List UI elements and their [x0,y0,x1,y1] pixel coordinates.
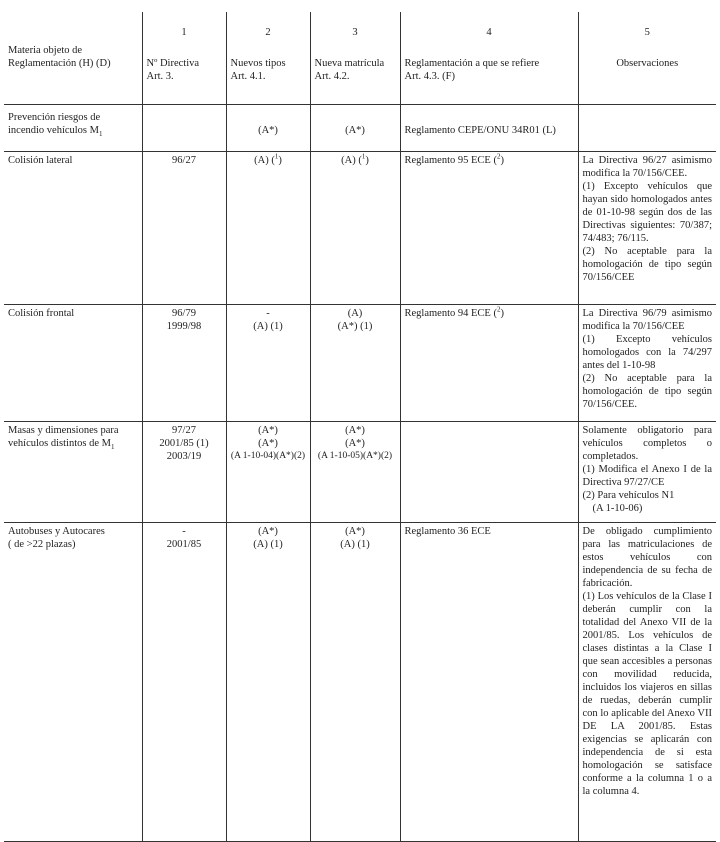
observaciones-cell: De obligado cumplimiento para las matriculaciones de estos vehículos con independencia de su fecha de fabricación. (1) Los vehículos de la Clase I deberán cumplir con la totalidad del Anexo VII de la 2001/85. Los vehículos de clases distintas a la Clase I que sean accesibles a personas con movilidad reducida, incluidos los viajeros en sillas de ruedas, deberán cumplir con lo aplicable del Anexo VII DE LA 2001/85. Estas exigencias se aplicarán con independencia de si esta homologación se satisface conforme a la columna 1 o a la columna 4. [578,523,716,842]
nuevos-tipos-cell: (A*) (A) (1) [226,523,310,842]
directiva-cell: 97/27 2001/85 (1) 2003/19 [142,422,226,523]
observaciones-cell: La Directiva 96/79 asimismo modifica la 70/156/CEE (1) Excepto vehículos homologados con la 74/297 antes del 1-10-98 (2) No aceptable para la homologación de tipo según 70/156/CEE. [578,305,716,422]
nueva-matricula-cell: (A*) (A) (1) [310,523,400,842]
materia-cell: Colisión lateral [4,152,142,305]
directiva-cell [142,105,226,152]
directiva-cell: - 2001/85 [142,523,226,842]
header-num: 4 [486,27,492,38]
reglamento-cell: Reglamento CEPE/ONU 34R01 (L) [400,105,578,152]
observaciones-cell [578,105,716,152]
header-label: Observaciones [616,58,679,69]
header-num: 5 [644,27,650,38]
nuevos-tipos-cell: (A*) [226,105,310,152]
nueva-matricula-cell: (A*) (A*) (A 1-10-05)(A*)(2) [310,422,400,523]
observaciones-cell: La Directiva 96/27 asimismo modifica la 70/156/CEE. (1) Excepto vehículos que hayan sido homologados antes de 01-10-98 según dos de las Directivas siguientes: 70/387; 74/483; 76/115. (2) No aceptable para la homologación de tipo según 70/156/CEE [578,152,716,305]
header-label: Art. 4.1. [230,71,266,82]
header-label: Nº Directiva [146,58,200,69]
materia-cell: Masas y dimensiones para vehículos distintos de $M_1$ [4,422,142,523]
header-nuevos-tipos [226,12,310,105]
observaciones-cell: Solamente obligatorio para vehículos completos o completados. (1) Modifica el Anexo I de la Directiva 97/27/CE (2) Para vehículos N1 (A 1-10-06) [578,422,716,523]
nueva-matricula-cell: (A) (A*) (1) [310,305,400,422]
reglamento-cell: Reglamento 36 ECE [400,523,578,842]
header-materia [4,12,142,105]
header-label: Nueva matrícula [314,58,385,69]
directiva-cell: 96/79 1999/98 [142,305,226,422]
header-label: Reglamentación a que se refiere [404,58,540,69]
nuevos-tipos-cell: (A) ($^1$) [226,152,310,305]
nueva-matricula-cell: (A) ($^1$) [310,152,400,305]
header-num: 1 [181,27,187,38]
materia-cell: Prevención riesgos de incendio vehículos $M_1$ [4,105,142,152]
table-row [4,152,716,305]
regulation-table [4,12,716,842]
table-row [4,105,716,152]
reglamento-cell [400,422,578,523]
header-label: Art. 3. [146,71,174,82]
header-label: Art. 4.2. [314,71,350,82]
header-label: Art. 4.3. (F) [404,71,455,82]
nuevos-tipos-cell: (A*) (A*) (A 1-10-04)(A*)(2) [226,422,310,523]
header-label: Nuevos tipos [230,58,286,69]
header-label: Materia objeto de [8,45,83,56]
header-label: Reglamentación (H) (D) [8,58,111,69]
materia-cell: Colisión frontal [4,305,142,422]
table-row [4,523,716,842]
header-reglamentacion [400,12,578,105]
table-row [4,305,716,422]
header-observaciones [578,12,716,105]
header-num: 3 [352,27,358,38]
nueva-matricula-cell: (A*) [310,105,400,152]
header-directiva [142,12,226,105]
nuevos-tipos-cell: - (A) (1) [226,305,310,422]
directiva-cell: 96/27 [142,152,226,305]
reglamento-cell: Reglamento 95 ECE ($^2$) [400,152,578,305]
reglamento-cell: Reglamento 94 ECE ($^2$) [400,305,578,422]
header-num: 2 [265,27,271,38]
table-row [4,422,716,523]
materia-cell: Autobuses y Autocares ( de >22 plazas) [4,523,142,842]
header-nueva-matricula [310,12,400,105]
table-header-row [4,12,716,105]
